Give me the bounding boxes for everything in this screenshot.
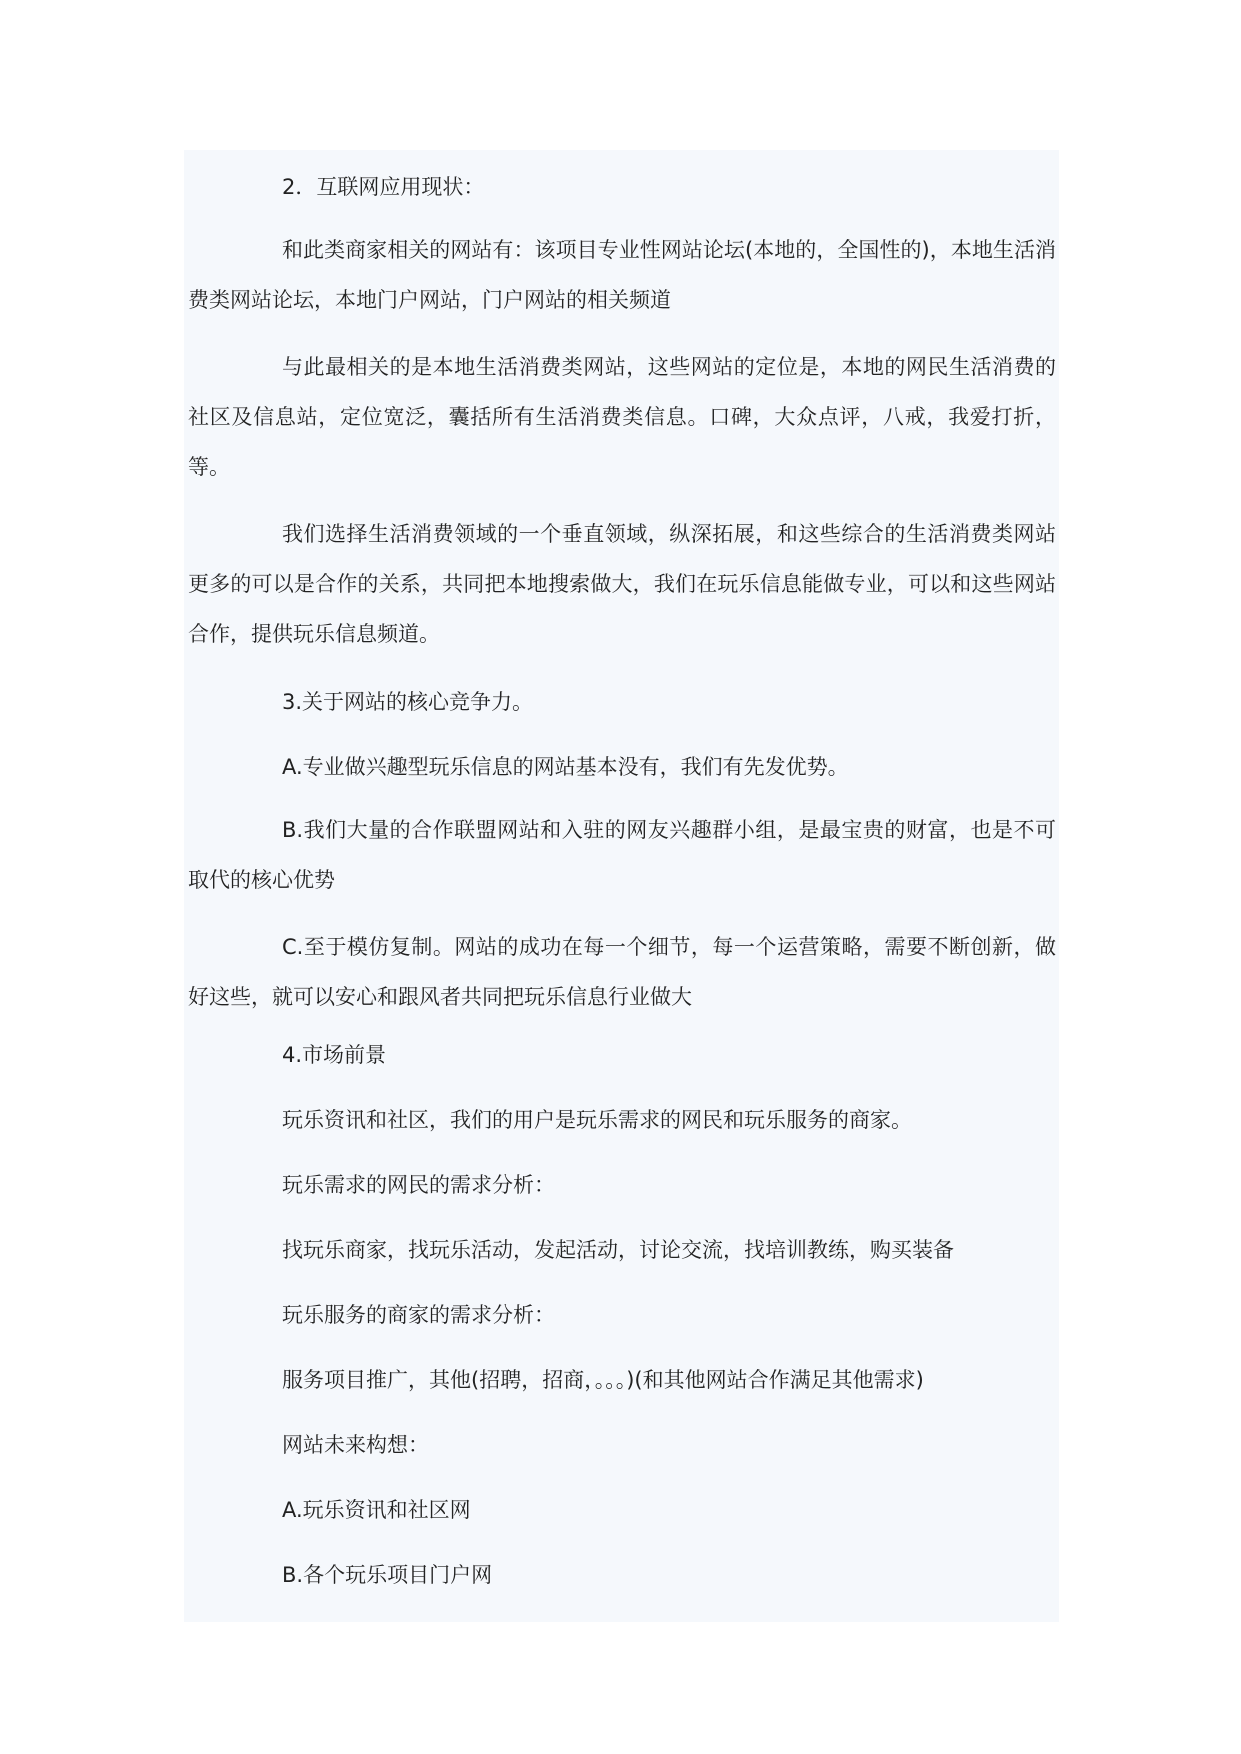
paragraph-local-consumer-sites: 与此最相关的是本地生活消费类网站，这些网站的定位是，本地的网民生活消费的社区及信息站，定位宽泛，囊括所有生活消费类信息。口碑，大众点评，八戒，我爱打折，等。	[188, 355, 1056, 479]
line-user-needs-title: 玩乐需求的网民的需求分析：	[282, 1173, 555, 1197]
line-future-vision-title: 网站未来构想：	[282, 1433, 429, 1457]
section-heading-internet-status: 2．互联网应用现状：	[282, 175, 485, 199]
line-user-needs: 找玩乐商家，找玩乐活动，发起活动，讨论交流，找培训教练，购买装备	[282, 1238, 954, 1262]
section-heading-core-competitiveness: 3.关于网站的核心竞争力。	[282, 690, 534, 714]
line-users: 玩乐资讯和社区，我们的用户是玩乐需求的网民和玩乐服务的商家。	[282, 1108, 912, 1132]
paragraph-c-imitation: C.至于模仿复制。网站的成功在每一个细节，每一个运营策略，需要不断创新，做好这些，就可以安心和跟风者共同把玩乐信息行业做大	[188, 935, 1056, 1009]
list-item-a-community: A.玩乐资讯和社区网	[282, 1498, 471, 1522]
paragraph-b-alliance: B.我们大量的合作联盟网站和入驻的网友兴趣群小组，是最宝贵的财富，也是不可取代的核心优势	[188, 818, 1056, 892]
line-merchant-needs: 服务项目推广，其他(招聘，招商，。。。)(和其他网站合作满足其他需求)	[282, 1368, 924, 1392]
section-heading-market-prospect: 4.市场前景	[282, 1043, 387, 1067]
line-merchant-needs-title: 玩乐服务的商家的需求分析：	[282, 1303, 555, 1327]
list-item-a-first-mover: A.专业做兴趣型玩乐信息的网站基本没有，我们有先发优势。	[282, 755, 849, 779]
paragraph-related-websites: 和此类商家相关的网站有：该项目专业性网站论坛(本地的，全国性的)，本地生活消费类网站论坛，本地门户网站，门户网站的相关频道	[188, 238, 1056, 312]
list-item-b-portal: B.各个玩乐项目门户网	[282, 1563, 493, 1587]
paragraph-vertical-strategy: 我们选择生活消费领域的一个垂直领域，纵深拓展，和这些综合的生活消费类网站更多的可以是合作的关系，共同把本地搜索做大，我们在玩乐信息能做专业，可以和这些网站合作，提供玩乐信息频道。	[188, 522, 1056, 646]
